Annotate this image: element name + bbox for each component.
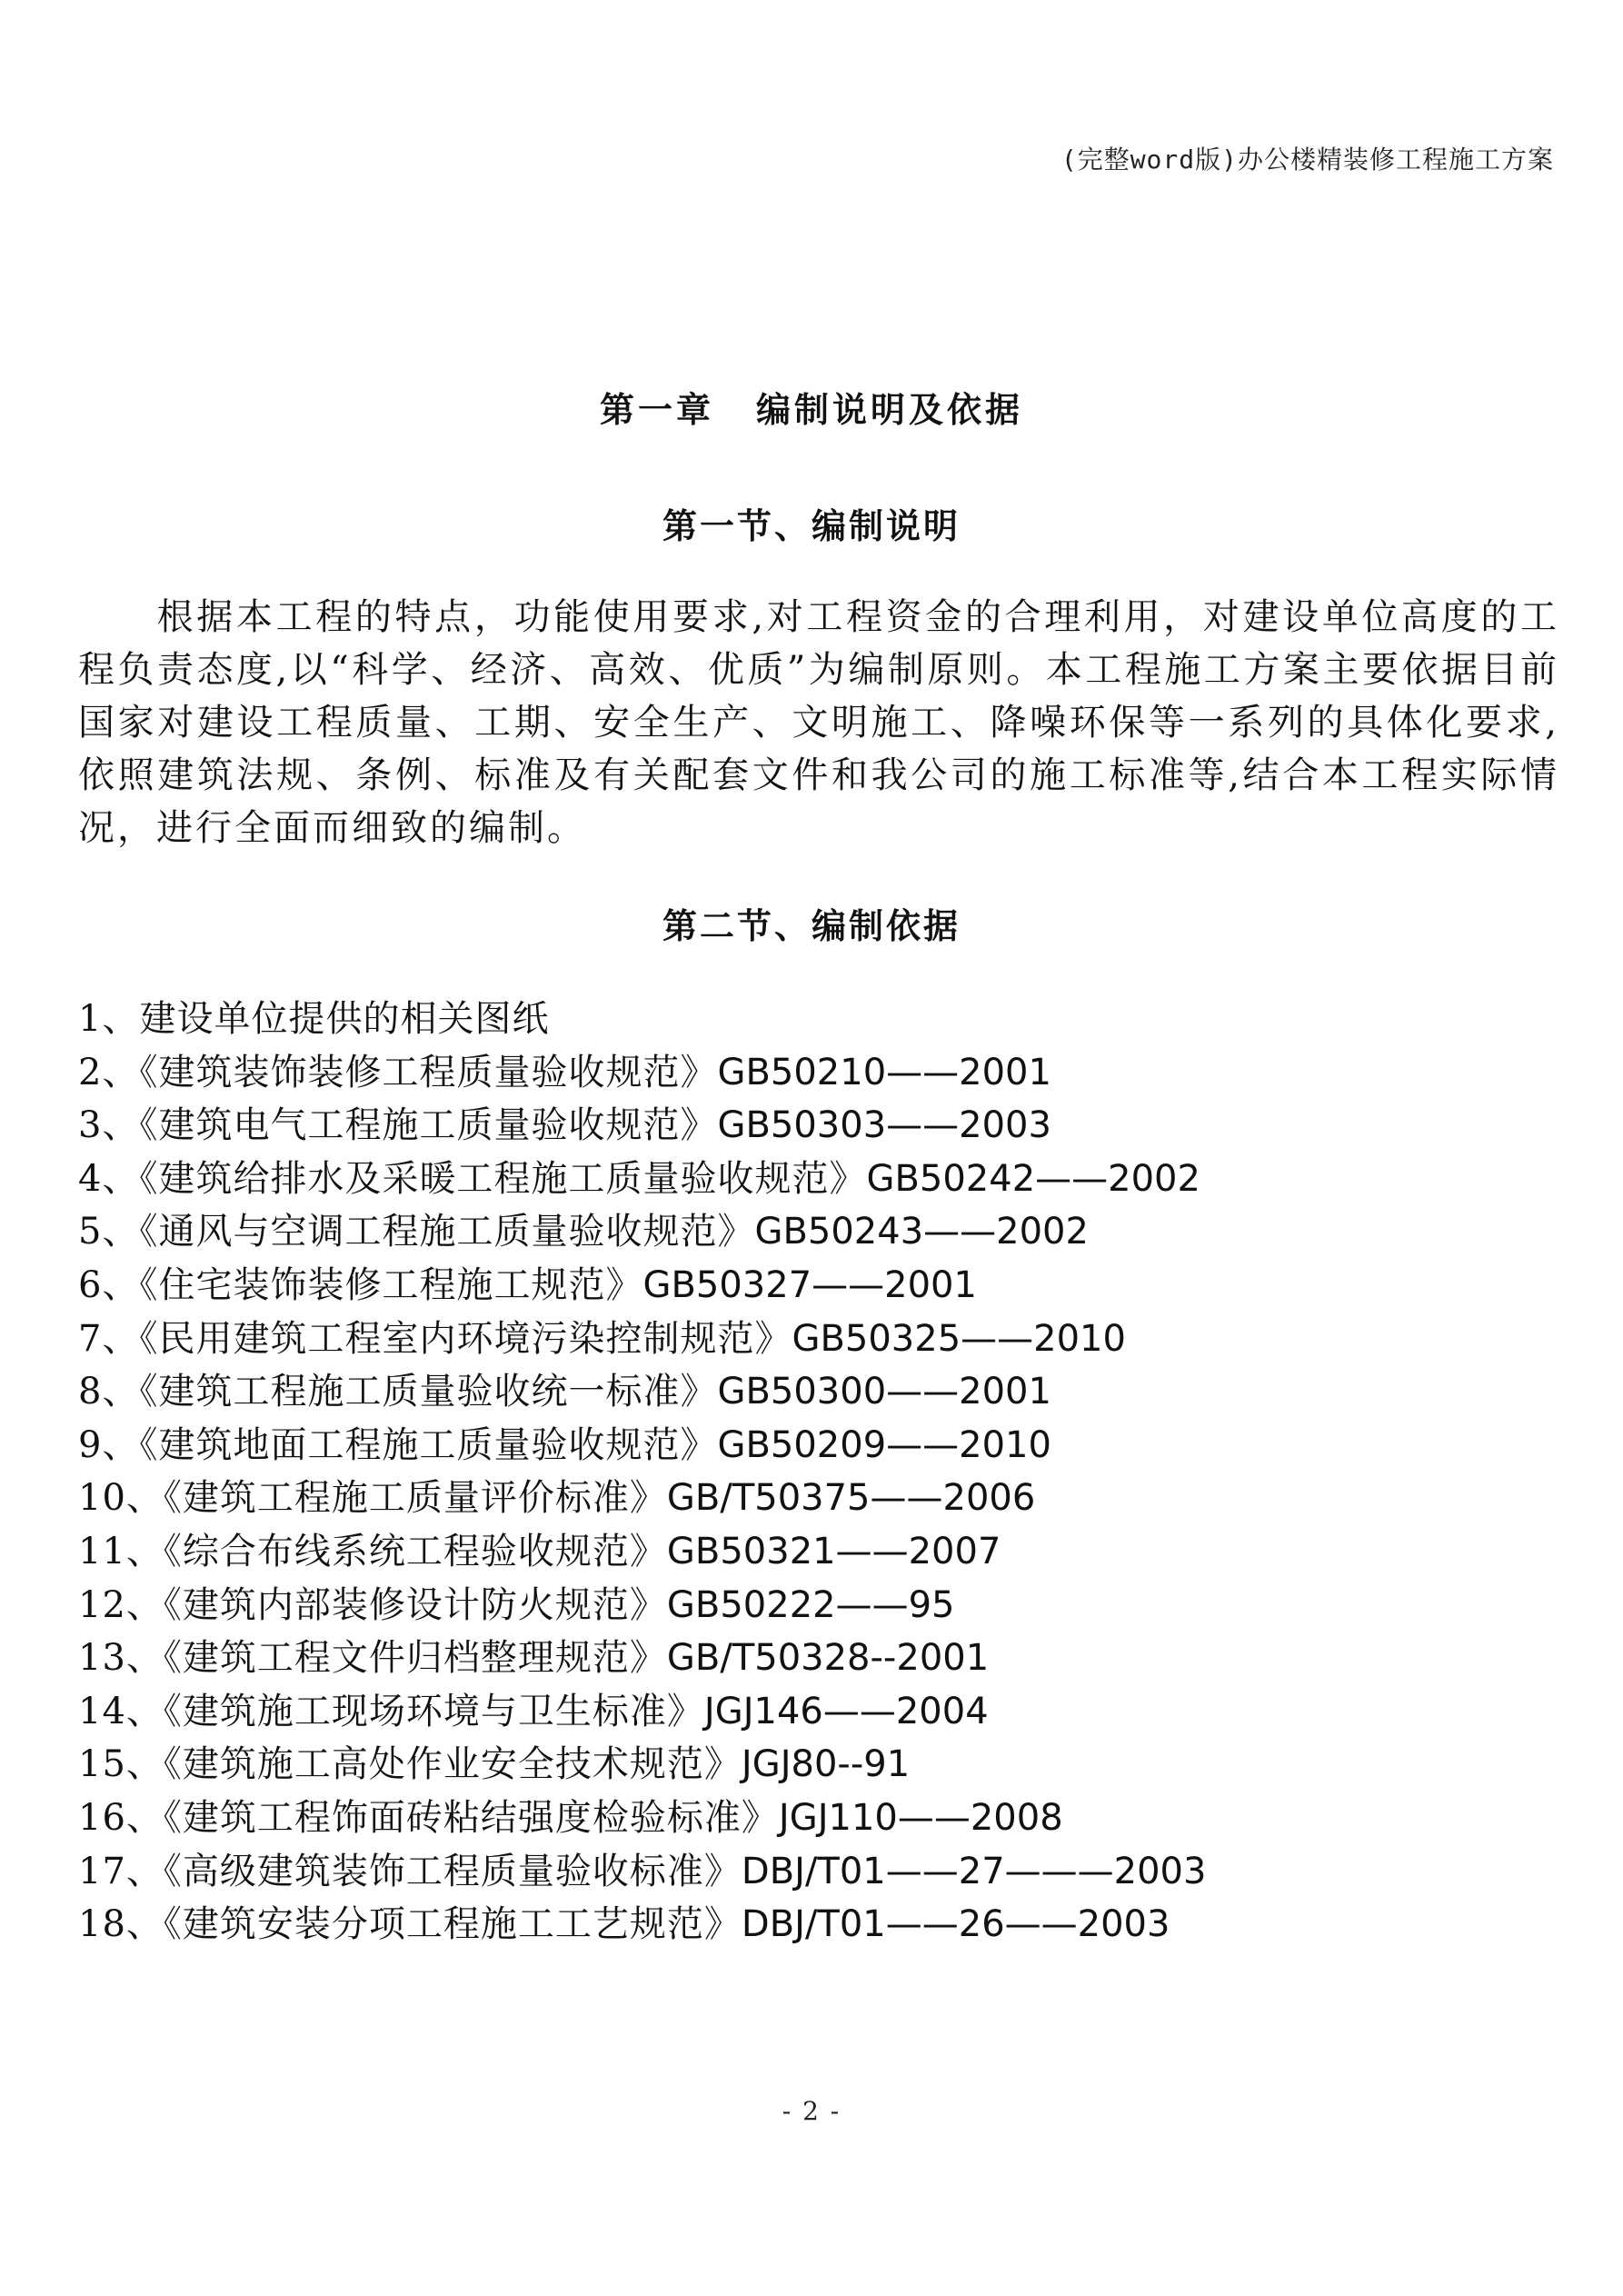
list-item [78, 1898, 1568, 1952]
chapter-number: 第一章 [599, 390, 714, 430]
list-item-title: 《建筑工程文件归档整理规范》 [163, 1637, 667, 1680]
list-item [78, 1419, 1568, 1472]
list-item-title: 《建筑施工现场环境与卫生标准》 [163, 1690, 704, 1732]
description-text: 根据本工程的特点，功能使用要求,对工程资金的合理利用，对建设单位高度的工程负责态度,以“科学、经济、高效、优质”为编制原则。本工程施工方案主要依据目前国家对建设工程质量、工期、安全生产、文明施工、降噪环保等一系列的具体化要求,依照建筑法规、条例、标准及有关配套文件和我公司的施工标准等,结合本工程实际情况，进行全面而细致的编制。 [78, 596, 1559, 849]
list-item-title: 《建筑内部装修设计防火规范》 [163, 1583, 667, 1626]
list-item [78, 1259, 1568, 1313]
list-item-number: 12、 [78, 1583, 164, 1626]
list-item-code: GB50222——95 [666, 1583, 955, 1626]
chapter-title [0, 382, 1623, 432]
list-item [78, 1153, 1568, 1206]
list-item-number: 3、 [78, 1104, 140, 1147]
page-number: - 2 - [782, 2096, 841, 2126]
list-item-title: 《建筑安装分项工程施工工艺规范》 [163, 1903, 742, 1946]
list-item [78, 1632, 1568, 1685]
list-item-number: 18、 [78, 1903, 164, 1946]
list-item-number: 16、 [78, 1796, 164, 1839]
list-item-title: 《建筑电气工程施工质量验收规范》 [139, 1104, 718, 1147]
list-item-code: JGJ110——2008 [778, 1796, 1063, 1839]
list-item-code: GB50321——2007 [666, 1530, 1001, 1572]
list-item [78, 1525, 1568, 1579]
list-item-title: 《通风与空调工程施工质量验收规范》 [139, 1211, 755, 1253]
list-item [78, 1792, 1568, 1845]
list-item [78, 1099, 1568, 1153]
list-item-code: GB50242——2002 [866, 1157, 1200, 1200]
list-item [78, 1685, 1568, 1739]
list-item-title: 《高级建筑装饰工程质量验收标准》 [163, 1850, 742, 1892]
list-item-number: 7、 [78, 1317, 140, 1360]
list-item-number: 11、 [78, 1530, 164, 1572]
section-title-basis: 第二节、编制依据 [662, 906, 961, 946]
list-item-code: DBJ/T01——26——2003 [741, 1903, 1170, 1946]
list-item-number: 8、 [78, 1371, 140, 1413]
list-item-title: 建设单位提供的相关图纸 [139, 998, 550, 1040]
list-item-number: 5、 [78, 1211, 140, 1253]
list-item-number: 9、 [78, 1423, 140, 1466]
list-item [78, 1205, 1568, 1259]
list-item-code: JGJ146——2004 [703, 1690, 989, 1732]
list-item-number: 4、 [78, 1157, 140, 1200]
list-item-code: JGJ80--91 [741, 1743, 911, 1786]
list-item-number: 6、 [78, 1263, 140, 1306]
list-item-code: GB50303——2003 [717, 1104, 1051, 1147]
list-item-title: 《建筑工程饰面砖粘结强度检验标准》 [163, 1796, 779, 1839]
list-item-number: 17、 [78, 1850, 164, 1892]
list-item [78, 1313, 1568, 1366]
list-item-number: 14、 [78, 1690, 164, 1732]
running-header: (完整word版)办公楼精装修工程施工方案 [1060, 145, 1554, 175]
list-item-number: 1、 [78, 998, 140, 1040]
list-item [78, 1046, 1568, 1100]
list-item-code: GB50209——2010 [717, 1423, 1051, 1466]
list-item-code: GB/T50328--2001 [666, 1637, 990, 1680]
list-item-title: 《建筑给排水及采暖工程施工质量验收规范》 [139, 1157, 867, 1200]
list-item-code: GB50300——2001 [717, 1371, 1051, 1413]
list-item-number: 10、 [78, 1477, 164, 1520]
list-item-number: 15、 [78, 1743, 164, 1786]
list-item-title: 《建筑施工高处作业安全技术规范》 [163, 1743, 742, 1786]
list-item-number: 13、 [78, 1637, 164, 1680]
list-item-number: 2、 [78, 1051, 140, 1093]
list-item-code: GB50210——2001 [717, 1051, 1051, 1093]
list-item [78, 1472, 1568, 1525]
chapter-name: 编制说明及依据 [756, 390, 1024, 430]
list-item-code: GB50327——2001 [642, 1263, 977, 1306]
list-item-title: 《建筑地面工程施工质量验收规范》 [139, 1423, 718, 1466]
list-item-code: GB50325——2010 [792, 1317, 1126, 1360]
list-item [78, 993, 1568, 1046]
list-item-code: DBJ/T01——27———2003 [741, 1850, 1207, 1892]
list-item-title: 《住宅装饰装修工程施工规范》 [139, 1263, 643, 1306]
list-item [78, 1845, 1568, 1899]
list-item [78, 1365, 1568, 1419]
list-item-title: 《建筑工程施工质量评价标准》 [163, 1477, 667, 1520]
section-title-description: 第一节、编制说明 [662, 506, 961, 546]
list-item-title: 《民用建筑工程室内环境污染控制规范》 [139, 1317, 792, 1360]
list-item [78, 1738, 1568, 1792]
list-item-code: GB50243——2002 [754, 1211, 1089, 1253]
list-item [78, 1579, 1568, 1632]
basis-list [78, 993, 1568, 1952]
list-item-title: 《综合布线系统工程验收规范》 [163, 1530, 667, 1572]
list-item-title: 《建筑工程施工质量验收统一标准》 [139, 1371, 718, 1413]
list-item-code: GB/T50375——2006 [666, 1477, 1036, 1520]
list-item-title: 《建筑装饰装修工程质量验收规范》 [139, 1051, 718, 1093]
description-paragraph [78, 591, 1559, 854]
